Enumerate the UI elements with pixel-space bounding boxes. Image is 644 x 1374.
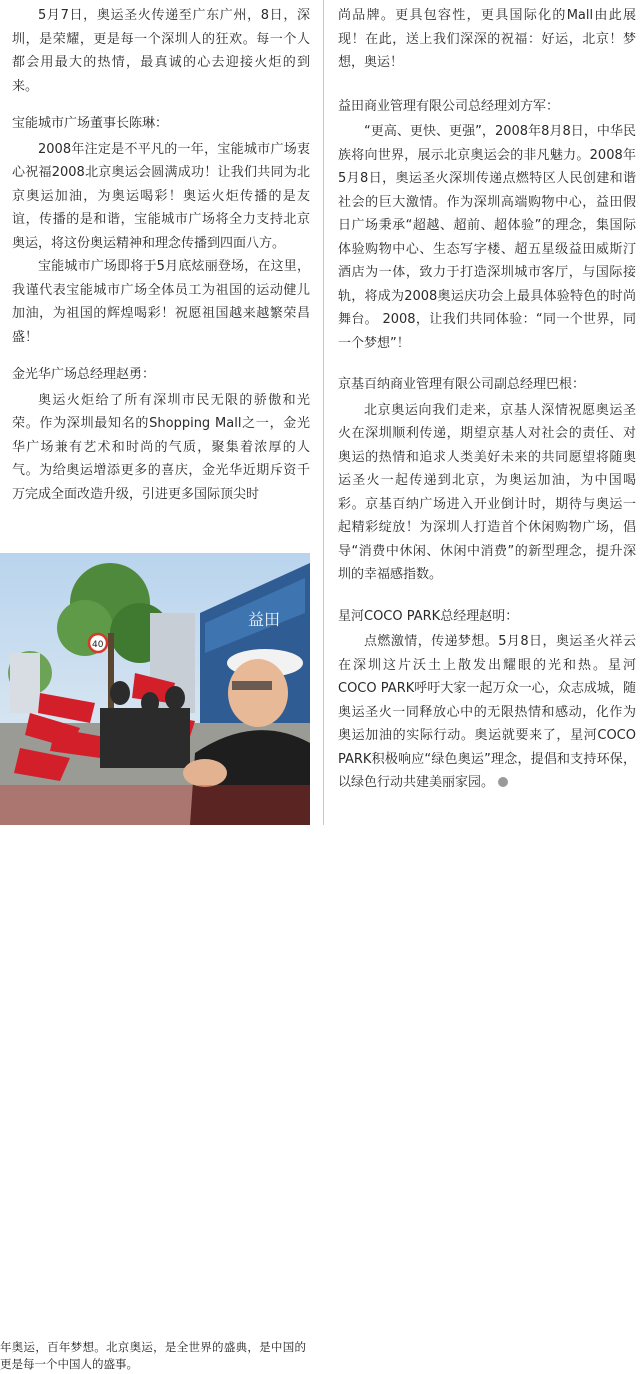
photo-caption: 年奥运，百年梦想。北京奥运，是全世界的盛典，是中国的更是每一个中国人的盛事。 — [0, 1340, 306, 1371]
chen-lin-paragraph-1: 2008年注定是不平凡的一年，宝能城市广场衷心祝福2008北京奥运会圆满成功！让我们共同为北京奥运加油，为奥运喝彩！奥运火炬传播的是友谊，传播的是和谐，宝能城市广场将全力支持北京奥运，将这份奥运精神和理念传播到四面八方。 — [12, 141, 310, 251]
speaker-heading-liu-fangjun: 益田商业管理有限公司总经理刘方军： — [338, 98, 560, 114]
zhao-yong-paragraph: 奥运火炬给了所有深圳市民无限的骄傲和光荣。作为深圳最知名的Shopping Mall之一，金光华广场兼有艺术和时尚的气质，聚集着浓厚的人气。为给奥运增添更多的喜庆，金光华近期斥资千万完成全面改造升级，引进更多国际顶尖时 — [12, 392, 310, 502]
photo-caption-box — [0, 1338, 310, 1374]
crowd-photo-illustration — [0, 553, 310, 825]
speaker-heading-zhao-yong: 金光华广场总经理赵勇： — [12, 367, 156, 382]
liu-fangjun-paragraph: “更高、更快、更强”，2008年8月8日，中华民族将向世界，展示北京奥运会的非凡魅力。2008年5月8日，奥运圣火深圳传递点燃特区人民创建和谐社会的巨大激情。作为深圳高端购物中心，益田假日广场秉承“超越、超前、超体验”的理念，集国际体验购物中心、生态写字楼、超五星级益田威斯汀酒店为一体，致力于打造深圳城市客厅，与国际接轨，将成为2008奥运庆功会上最具体验特色的时尚舞台。 2008，让我们共同体验：“同一个世界，同一个梦想”！ — [338, 124, 636, 351]
ba-gen-paragraph: 北京奥运向我们走来，京基人深情祝愿奥运圣火在深圳顺利传递，期望京基人对社会的责任、对奥运的热情和追求人类美好未来的共同愿望将随奥运圣火一起传递到北京，为奥运加油，为中国喝彩。京基百纳广场进入开业倒计时，期待与奥运一起精彩绽放！为深圳人打造首个休闲购物广场，倡导“消费中休闲、休闲中消费”的新型理念，提升深圳的幸福感指数。 — [338, 402, 636, 582]
speed-sign-text: 40 — [92, 640, 104, 650]
crowd-photo — [0, 553, 310, 1371]
intro-paragraph: 5月7日，奥运圣火传递至广东广州，8日，深圳，是荣耀，更是每一个深圳人的狂欢。每一个人都会用最大的热情，最真诚的心去迎接火炬的到来。 — [12, 8, 310, 94]
column-divider — [323, 0, 324, 825]
building-sign-text: 益田 — [248, 610, 281, 629]
end-mark-icon — [498, 777, 508, 787]
speaker-heading-ba-gen: 京基百纳商业管理有限公司副总经理巴根： — [338, 377, 586, 392]
chen-lin-paragraph-2: 宝能城市广场即将于5月底炫丽登场，在这里，我谨代表宝能城市广场全体员工为祖国的运动健儿加油，为祖国的辉煌喝彩！祝愿祖国越来越繁荣昌盛！ — [12, 259, 310, 345]
zhao-yong-paragraph-continued: 尚品牌。更具包容性，更具国际化的Mall由此展现！在此，送上我们深深的祝福：好运，北京！梦想，奥运！ — [338, 8, 636, 70]
zhao-ming-paragraph-text: 点燃激情，传递梦想。5月8日，奥运圣火祥云在深圳这片沃土上散发出耀眼的光和热。星河COCO PARK呼吁大家一起万众一心，众志成城，随奥运圣火一同释放心中的无限热情和感动，化作为奥运加油的实际行动。奥运就要来了，星河COCO PARK积极响应“绿色奥运”理念，提倡和支持环保，以绿色行动共建美丽家园。 — [338, 634, 636, 790]
speaker-heading-zhao-ming: 星河COCO PARK总经理赵明： — [338, 608, 519, 624]
left-column — [12, 4, 310, 506]
right-column — [338, 4, 636, 795]
zhao-ming-paragraph — [338, 630, 636, 795]
speaker-heading-chen-lin: 宝能城市广场董事长陈琳： — [12, 116, 169, 131]
